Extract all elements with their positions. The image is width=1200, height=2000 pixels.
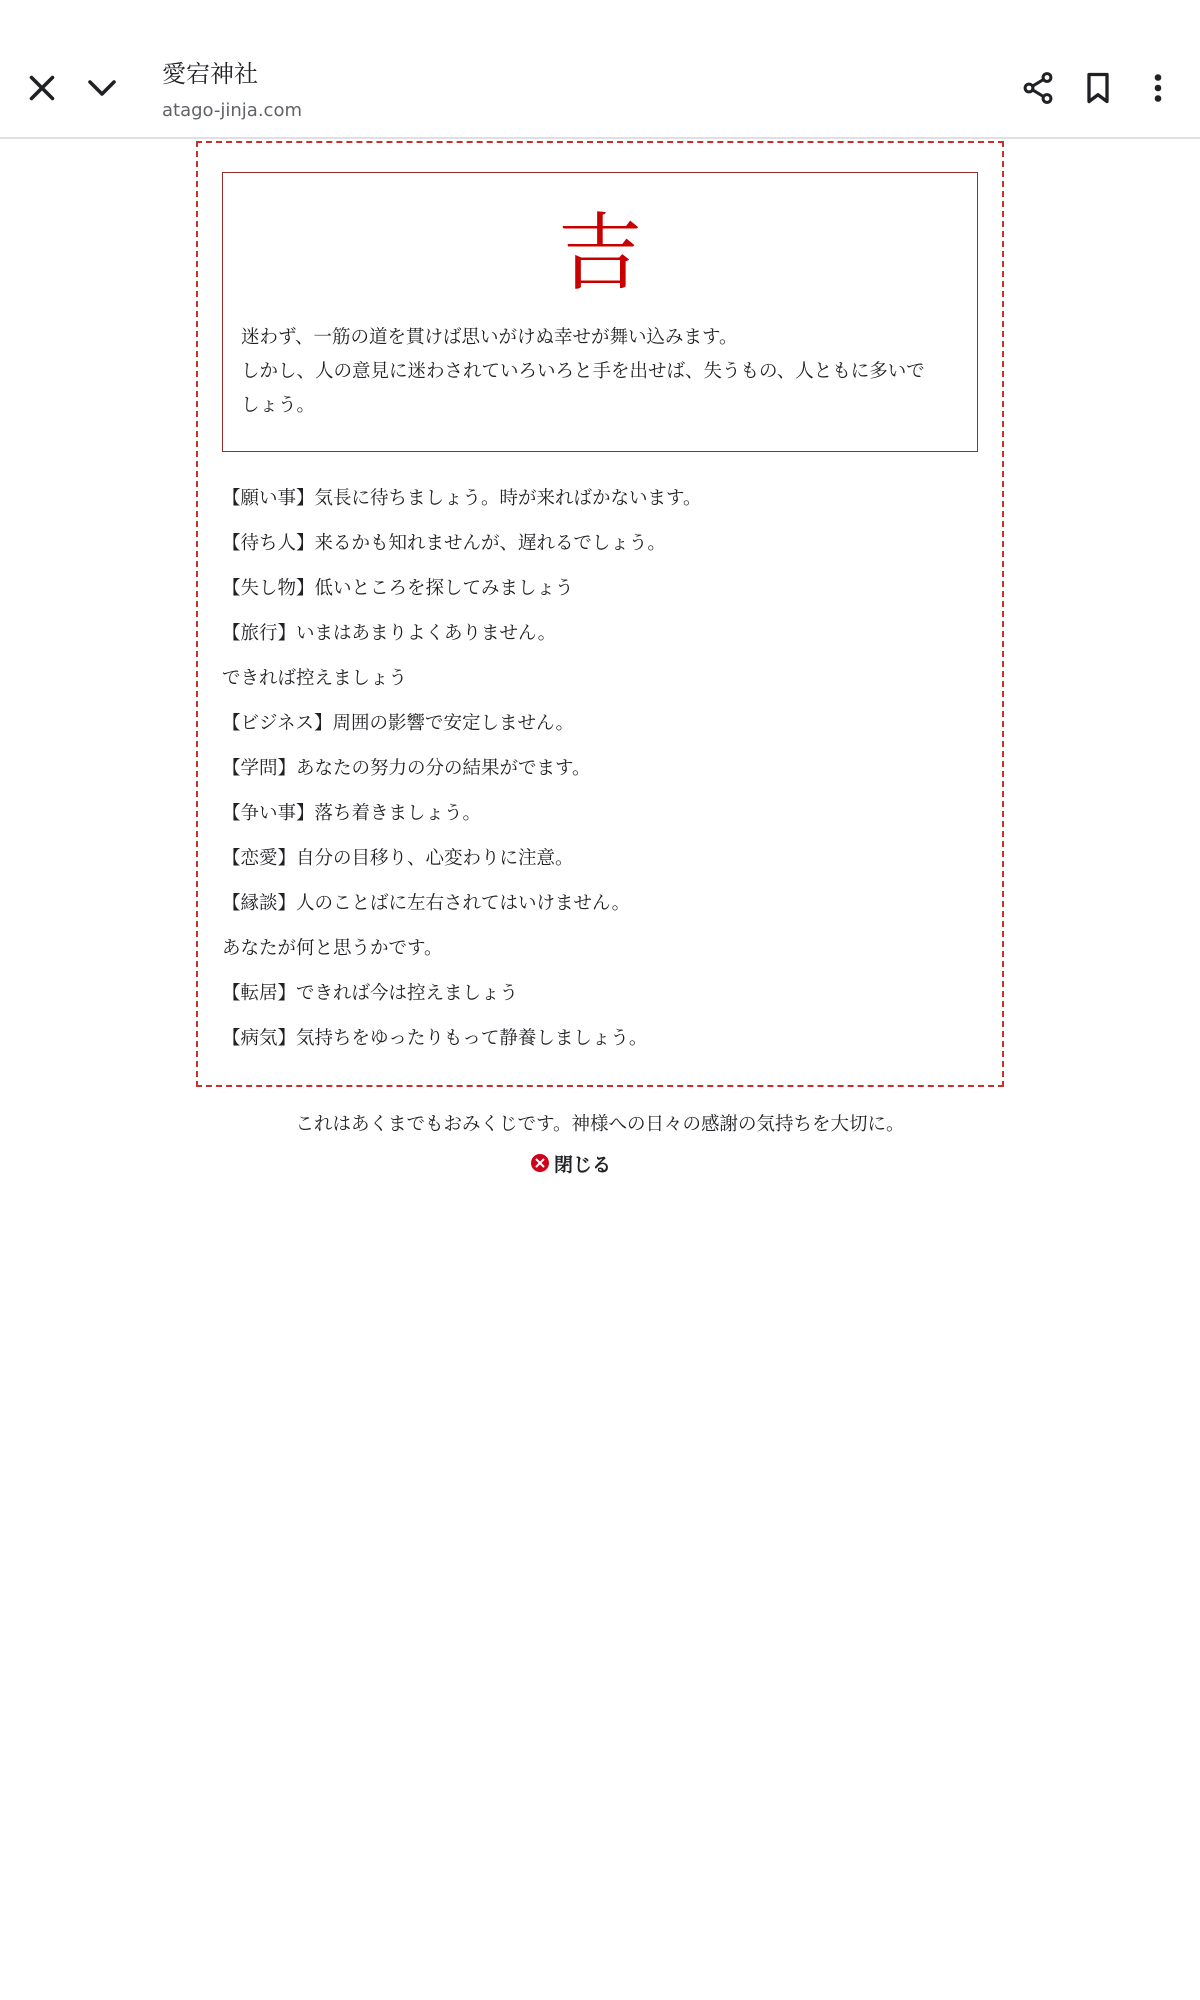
- fortune-detail-item: 【学問】あなたの努力の分の結果がでます。: [222, 758, 591, 779]
- fortune-detail-item: 【待ち人】来るかも知れませんが、遅れるでしょう。: [222, 533, 666, 554]
- omikuji-card: [196, 141, 1004, 1087]
- close-button[interactable]: [10, 56, 74, 120]
- close-label: 閉じる: [554, 1153, 612, 1176]
- fortune-detail-item: 【ビジネス】周囲の影響で安定しません。: [222, 713, 575, 734]
- share-button[interactable]: [1006, 56, 1070, 120]
- fortune-detail-item: 【恋愛】自分の目移り、心変わりに注意。: [222, 848, 574, 869]
- more-options-button[interactable]: [1126, 56, 1190, 120]
- fortune-detail-item: 【縁談】人のことばに左右されてはいけません。: [222, 893, 631, 914]
- close-omikuji-button[interactable]: [530, 1148, 611, 1178]
- footer-note: これはあくまでもおみくじです。神様への日々の感謝の気持ちを大切に。: [295, 1114, 905, 1135]
- fortune-details-list: [222, 476, 982, 1061]
- fortune-message: [241, 321, 961, 423]
- chevron-down-icon: [84, 70, 120, 106]
- page-title-block: [162, 58, 302, 126]
- fortune-detail-item: 【旅行】いまはあまりよくありません。: [222, 623, 557, 644]
- close-circle-icon: [530, 1153, 550, 1173]
- fortune-detail-item: 【病気】気持ちをゆったりもって静養しましょう。: [222, 1028, 648, 1049]
- share-icon: [1020, 70, 1056, 106]
- fortune-detail-item: 【願い事】気長に待ちましょう。時が来ればかないます。: [222, 488, 702, 509]
- fortune-detail-item: 【失し物】低いところを探してみましょう: [222, 578, 574, 599]
- collapse-button[interactable]: [70, 56, 134, 120]
- fortune-detail-item: あなたが何と思うかです。: [222, 938, 443, 959]
- fortune-detail-item: 【転居】できれば今は控えましょう: [222, 983, 519, 1004]
- fortune-message-line: しかし、人の意見に迷わされていろいろと手を出せば、失うもの、人ともに多いで: [241, 361, 925, 382]
- page-url: atago-jinja.com: [162, 100, 302, 121]
- fortune-message-line: 迷わず、一筋の道を貫けば思いがけぬ幸せが舞い込みます。: [241, 327, 738, 348]
- more-vert-icon: [1140, 70, 1176, 106]
- fortune-result: 吉: [557, 204, 642, 302]
- bookmark-icon: [1080, 70, 1116, 106]
- browser-toolbar: [0, 0, 1200, 139]
- fortune-summary-box: [222, 172, 978, 452]
- bookmark-button[interactable]: [1066, 56, 1130, 120]
- fortune-detail-item: 【争い事】落ち着きましょう。: [222, 803, 482, 824]
- fortune-detail-item: できれば控えましょう: [222, 668, 408, 689]
- page-title: 愛宕神社: [162, 60, 258, 88]
- fortune-message-line: しょう。: [241, 395, 316, 416]
- close-icon: [24, 70, 60, 106]
